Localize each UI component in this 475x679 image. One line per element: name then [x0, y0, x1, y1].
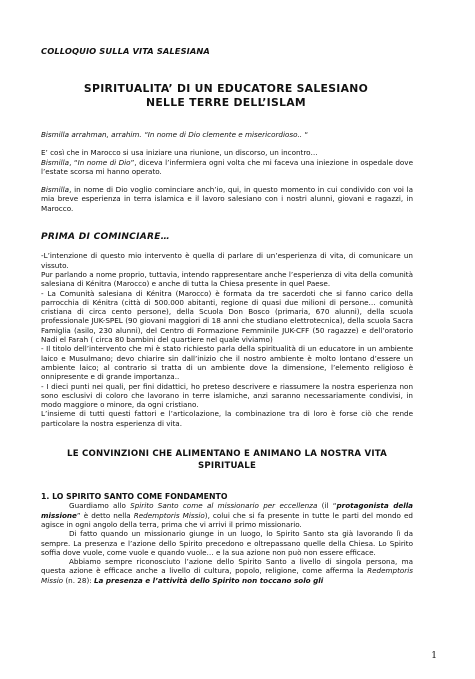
intro-paragraph-1: E’ così che in Marocco si usa iniziare una riunione, un discorso, un incontro… [41, 148, 318, 158]
s2p1-f: ” è detto nella [76, 510, 134, 520]
p3-bismilla: Bismilla [41, 185, 70, 195]
intro-paragraph-3 [41, 185, 413, 213]
s2p1-a: Guardiamo allo [69, 501, 131, 511]
p3-rest: , in nome di Dio voglio cominciare anch’io, qui, in questo momento in cui condivido con voi la mia breve esperienza in terra islamica e il lavoro salesiano con i nostri alunni, giovani e ragazzi, in Marocco. [41, 185, 413, 213]
section1-item-1: -L’intenzione di questo mio intervento è quella di parlare di un’esperienza di vita, di comunicare un vissuto. [41, 251, 413, 270]
bismilla-translation: “In nome di Dio clemente e misericordioso.. [144, 130, 303, 139]
section2-paragraph-2: Di fatto quando un missionario giunge in un luogo, lo Spirito Santo sta già lavorando lì da sempre. La presenza e l’azione dello Spirito precedono e oltrepassano quelle della Chiesa. Lo Spirito soffia dove vuole, come vuole e quando vuole… e la sua azione non può non essere efficace. [41, 529, 413, 557]
bismilla-close-quote: “ [302, 130, 309, 139]
title-line-1: SPIRITUALITA’ DI UN EDUCATORE SALESIANO [83, 82, 369, 95]
p2-sep: , “ [69, 157, 78, 167]
section1-item-4: - Il titolo dell’intervento che mi è stato richiesto parla della spiritualità di un educatore in un ambiente laico e Musulmano; devo chiarire sin dall’inizio che il nostro ambiente è molto lontano d’essere un ambiente laico; al contrario si tratta di un ambiente dove la dimensione, l’elemento religioso è onnipresente e di grande importanza.. [41, 344, 413, 382]
document-body [41, 130, 413, 585]
section1-item-2: Pur parlando a nome proprio, tuttavia, intendo rappresentare anche l’esperienza di vita della comunità salesiana di Kénitra (Marocco) e anche di tutta la Chiesa presente in quel Paese. [41, 269, 413, 289]
s2p3-redemptoris: Redemptoris Missio [41, 566, 413, 585]
document-title [41, 82, 411, 110]
section-heading-prima-di-cominciare: PRIMA DI COMINCIARE… [41, 232, 170, 243]
section2-paragraph-3 [41, 557, 413, 585]
section2-paragraph-1 [41, 501, 413, 529]
running-header: COLLOQUIO SULLA VITA SALESIANA [41, 46, 210, 56]
bismilla-line [41, 130, 413, 139]
p2-in-nome-di-dio: In nome di Dio [77, 157, 131, 167]
intro-paragraph-2 [41, 158, 413, 177]
s2p1-spirito-santo: Spirito Santo [130, 501, 179, 511]
s2p1-h: ), colui che si fa presente in tutte le parti del mondo ed agisce in ogni angolo della terra, prima che vi arrivi il primo missionario. [41, 510, 413, 529]
s2p1-protagonista: protagonista della missione [41, 501, 414, 520]
section1-item-3: - La Comunità salesiana di Kénitra (Marocco) è formata da tre sacerdoti che si fanno carico della parrocchia di Kénitra (città di 500.000 abitanti, regione di quasi due milioni di persone… comunità cristiana di circa cento persone), della Scuola Don Bosco (primaria, 670 alunni), della scuola professionale JUK-SPEL (90 giovani maggiori di 18 anni che studiano elettrotecnica), della scuola Sacra Famiglia (asilo, 230 alunni), del Centro di Formazione Femminile JUK-CFF (50 ragazze) e dell’oratorio Nadi el Farah ( circa 80 bambini del quartiere nel quale viviamo) [41, 288, 413, 345]
convinzioni-heading-line-2: SPIRITUALE [197, 461, 257, 472]
page-number: 1 [431, 651, 437, 661]
s2p1-redemptoris: Redemptoris Missio [133, 510, 205, 520]
title-line-2: NELLE TERRE DELL’ISLAM [146, 96, 306, 109]
bismilla-arabic: Bismilla arrahman, arrahim. [41, 130, 145, 139]
subsection-heading-spirito-santo: 1. LO SPIRITO SANTO COME FONDAMENTO [41, 492, 228, 502]
p2-bismilla: Bismilla [41, 157, 70, 167]
section1-item-6: L’insieme di tutti questi fattori e l’articolazione, la combinazione tra di loro è forse ciò che rende particolare la nostra esperienza di vita. [41, 409, 413, 428]
section-heading-convinzioni [41, 448, 413, 472]
s2p3-quote: La presenza e l’attività dello Spirito non toccano solo gli [93, 575, 324, 585]
s2p1-d: (il “ [317, 501, 337, 511]
convinzioni-heading-line-1: LE CONVINZIONI CHE ALIMENTANO E ANIMANO LA NOSTRA VITA [67, 449, 387, 460]
s2p3-c: (n. 28): [63, 575, 94, 585]
s2p1-missionario: come al missionario per eccellenza [178, 501, 318, 511]
section1-item-5: - I dieci punti nei quali, per fini didattici, ho preteso descrivere e riassumere la nostra esperienza non sono esclusivi di coloro che lavorano in terre islamiche, anzi saranno necessariamente condivisi, in modo maggiore o minore, da ogni cristiano. [41, 381, 413, 410]
s2p3-a: Abbiamo sempre riconosciuto l’azione dello Spirito Santo a livello di singola persona, ma questa azione è efficace anche a livello di cultura, popolo, religione, come afferma la [41, 557, 413, 576]
p2-rest: ”, diceva l’infermiera ogni volta che mi faceva una iniezione in ospedale dove l’estate scorsa mi hanno operato. [41, 157, 413, 176]
